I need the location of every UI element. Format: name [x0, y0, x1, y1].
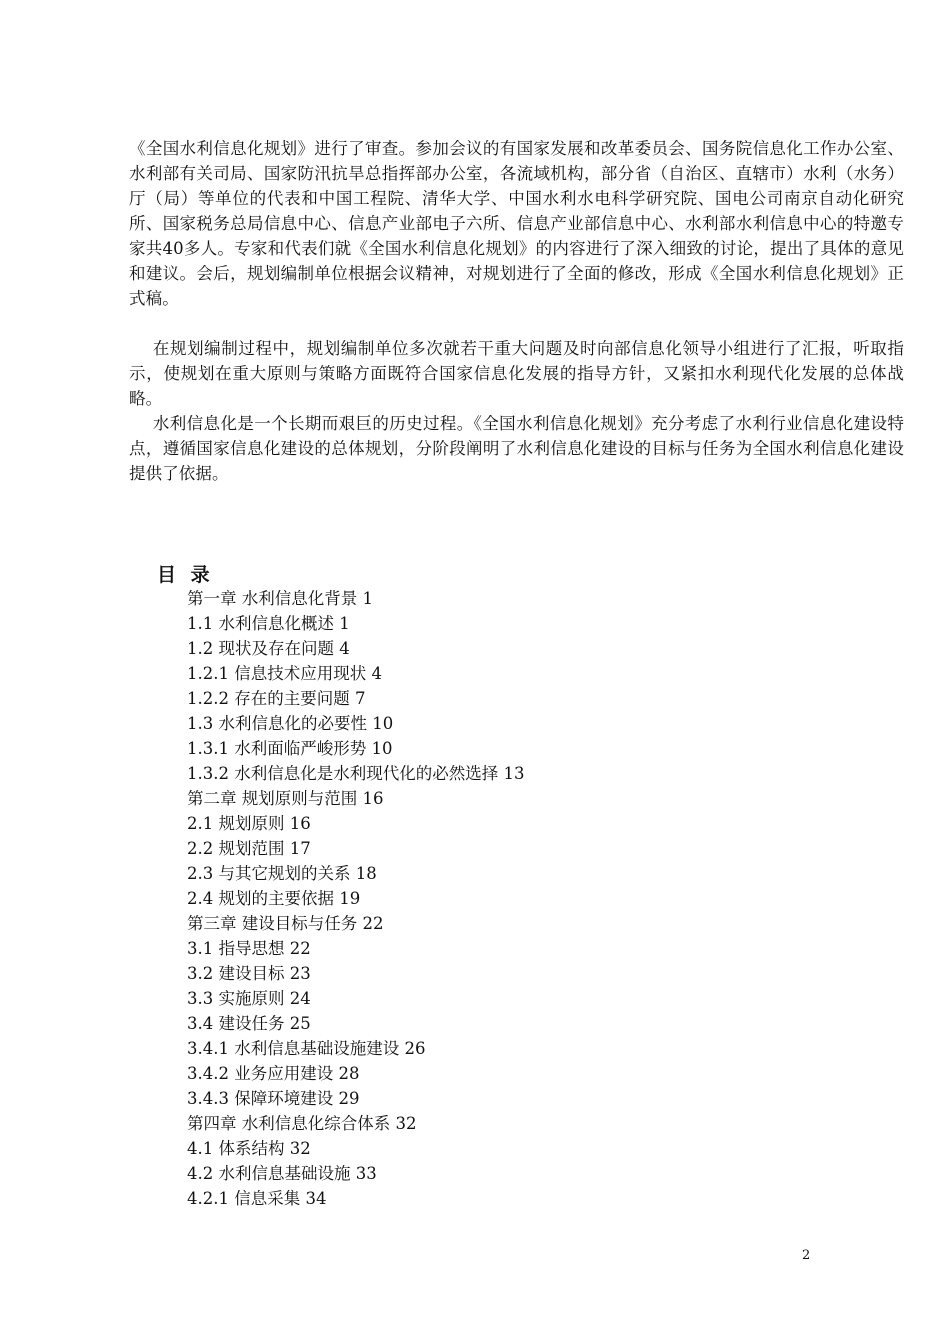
toc-entry: 2.2 规划范围 17: [187, 839, 311, 858]
toc-entry: 第三章 建设目标与任务 22: [187, 914, 384, 933]
toc-entry: 3.4.3 保障环境建设 29: [187, 1089, 360, 1108]
toc-entry: 1.2.2 存在的主要问题 7: [187, 689, 366, 708]
toc-entry: 第二章 规划原则与范围 16: [187, 789, 384, 808]
toc-entry: 3.2 建设目标 23: [187, 964, 311, 983]
toc-entry: 2.1 规划原则 16: [187, 814, 311, 833]
toc-entry: 第一章 水利信息化背景 1: [187, 589, 373, 608]
toc-entry: 1.2.1 信息技术应用现状 4: [187, 664, 382, 683]
toc-entry: 3.4.2 业务应用建设 28: [187, 1064, 360, 1083]
toc-title: 目 录: [157, 564, 214, 586]
toc-entry: 2.3 与其它规划的关系 18: [187, 864, 377, 883]
process-paragraph: 在规划编制过程中，规划编制单位多次就若干重大问题及时向部信息化领导小组进行了汇报，听取指示，使规划在重大原则与策略方面既符合国家信息化发展的指导方针，又紧扣水利现代化发展的总体战略。: [129, 339, 904, 408]
table-of-contents: [187, 586, 524, 1211]
toc-entry: 3.4 建设任务 25: [187, 1014, 311, 1033]
toc-entry: 3.3 实施原则 24: [187, 989, 311, 1008]
toc-entry: 第四章 水利信息化综合体系 32: [187, 1114, 417, 1133]
toc-entry: 4.2.1 信息采集 34: [187, 1189, 327, 1208]
toc-entry: 3.1 指导思想 22: [187, 939, 311, 958]
toc-entry: 4.1 体系结构 32: [187, 1139, 311, 1158]
page-number: 2: [802, 1248, 811, 1263]
toc-entry: 1.1 水利信息化概述 1: [187, 614, 350, 633]
toc-entry: 2.4 规划的主要依据 19: [187, 889, 361, 908]
toc-entry: 1.2 现状及存在问题 4: [187, 639, 350, 658]
toc-entry: 3.4.1 水利信息基础设施建设 26: [187, 1039, 426, 1058]
summary-paragraph: 水利信息化是一个长期而艰巨的历史过程。《全国水利信息化规划》充分考虑了水利行业信息化建设特点，遵循国家信息化建设的总体规划，分阶段阐明了水利信息化建设的目标与任务为全国水利信息化建设提供了依据。: [129, 414, 904, 483]
toc-entry: 1.3.1 水利面临严峻形势 10: [187, 739, 393, 758]
toc-entry: 4.2 水利信息基础设施 33: [187, 1164, 377, 1183]
toc-entry: 1.3.2 水利信息化是水利现代化的必然选择 13: [187, 764, 525, 783]
toc-entry: 1.3 水利信息化的必要性 10: [187, 714, 394, 733]
intro-paragraph: 《全国水利信息化规划》进行了审查。参加会议的有国家发展和改革委员会、国务院信息化工作办公室、水利部有关司局、国家防汛抗旱总指挥部办公室，各流域机构，部分省（自治区、直辖市）水利（水务）厅（局）等单位的代表和中国工程院、清华大学、中国水利水电科学研究院、国电公司南京自动化研究所、国家税务总局信息中心、信息产业部电子六所、信息产业部信息中心、水利部水利信息中心的特邀专家共40多人。专家和代表们就《全国水利信息化规划》的内容进行了深入细致的讨论，提出了具体的意见和建议。会后，规划编制单位根据会议精神，对规划进行了全面的修改，形成《全国水利信息化规划》正式稿。: [129, 139, 904, 308]
